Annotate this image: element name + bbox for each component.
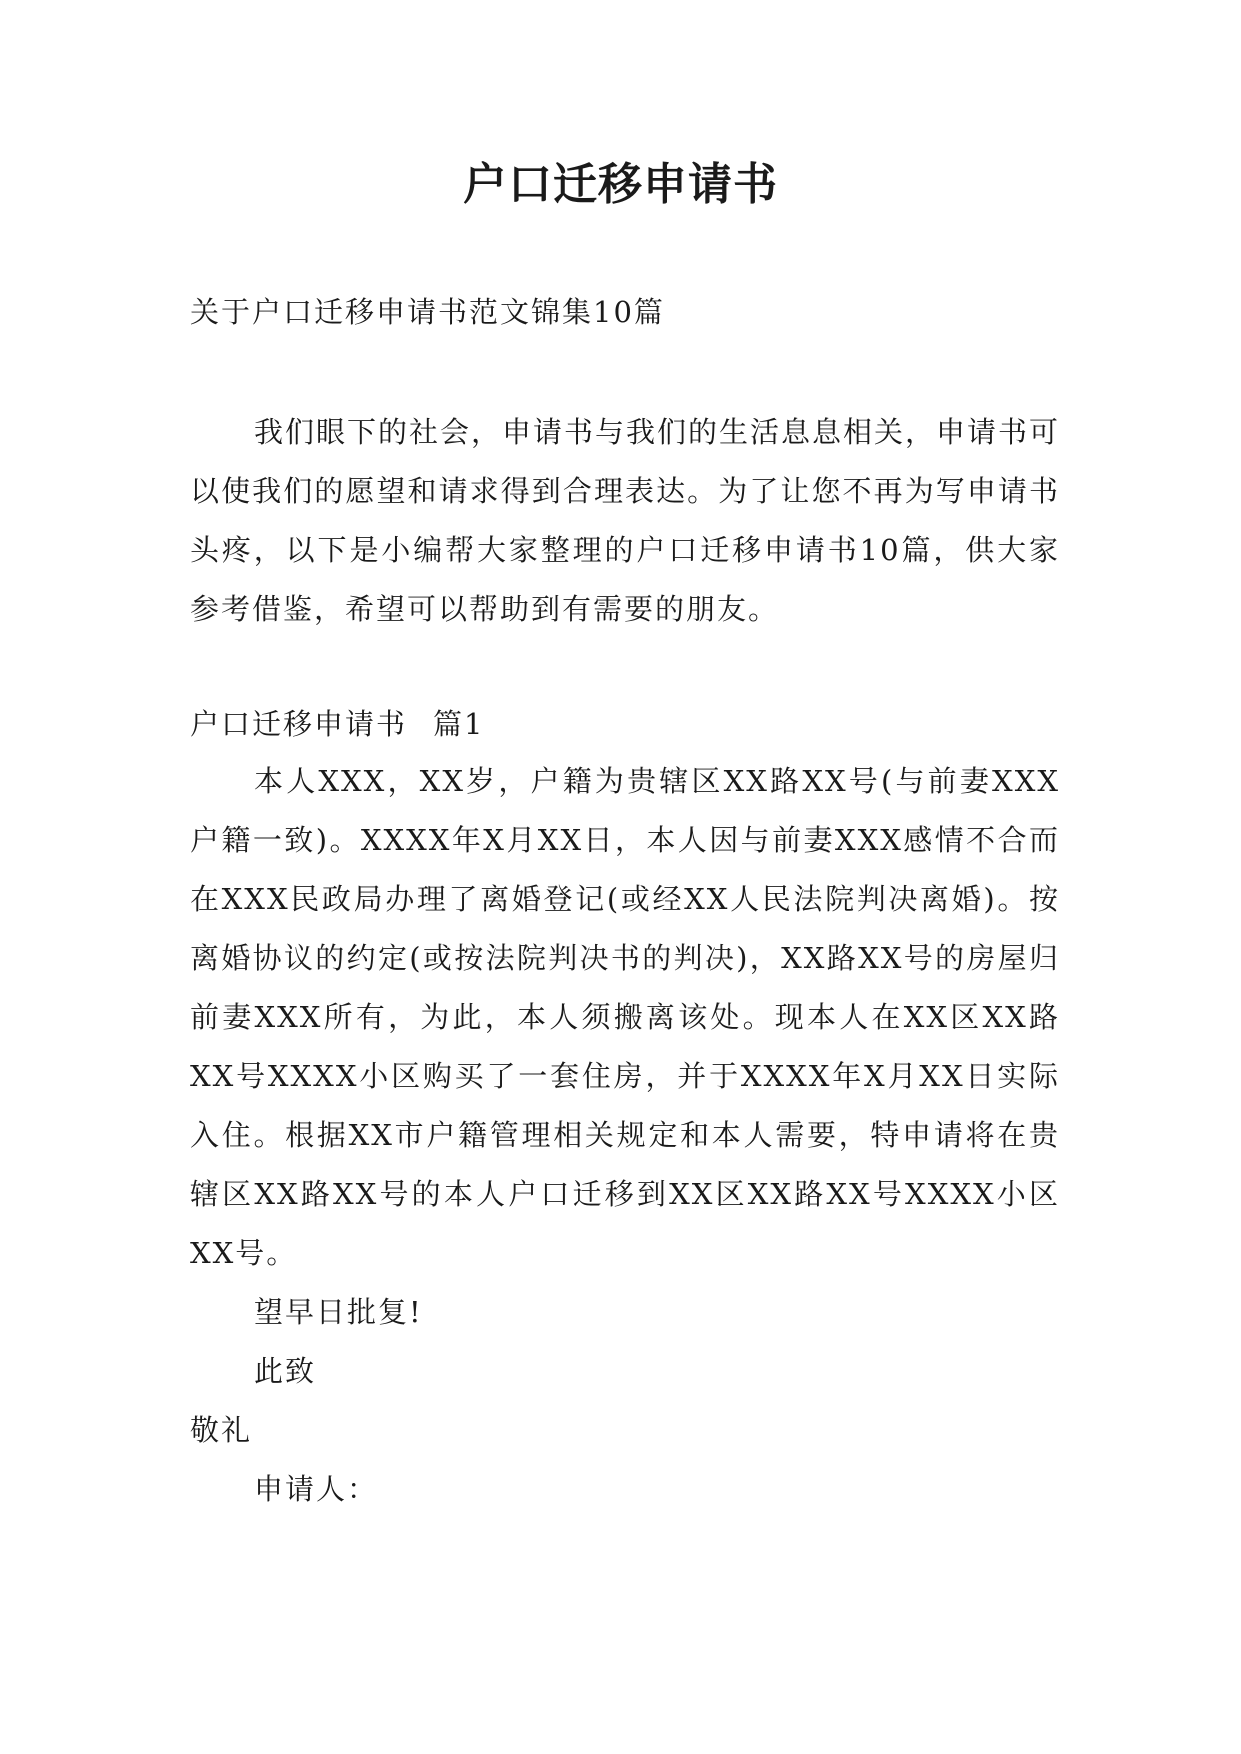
document-title: 户口迁移申请书 (463, 159, 778, 210)
applicant-label: 申请人： (254, 1472, 379, 1506)
section-heading-number: 篇1 (433, 707, 485, 741)
document-subtitle: 关于户口迁移申请书范文锦集10篇 (190, 295, 665, 329)
letter-block (190, 752, 1060, 1519)
closing-respect: 敬礼 (190, 1413, 253, 1447)
letter-body-paragraph: 本人XXX，XX岁，户籍为贵辖区XX路XX号(与前妻XXX户籍一致)。XXXX年X月XX日，本人因与前妻XXX感情不合而在XXX民政局办理了离婚登记(或经XX人民法院判决离婚)。按离婚协议的约定(或按法院判决书的判决)，XX路XX号的房屋归前妻XXX所有，为此，本人须搬离该处。现本人在XX区XX路XX号XXXX小区购买了一套住房，并于XXXX年X月XX日实际入住。根据XX市户籍管理相关规定和本人需要，特申请将在贵辖区XX路XX号的本人户口迁移到XX区XX路XX号XXXX小区XX号。 (190, 764, 1060, 1270)
closing-request: 望早日批复! (254, 1295, 423, 1329)
section-heading-main: 户口迁移申请书 (190, 707, 408, 741)
intro-block (190, 403, 1060, 639)
section-heading (190, 704, 484, 744)
closing-salute: 此致 (254, 1354, 317, 1388)
intro-paragraph: 我们眼下的社会，申请书与我们的生活息息相关，申请书可以使我们的愿望和请求得到合理表达。为了让您不再为写申请书头疼，以下是小编帮大家整理的户口迁移申请书10篇，供大家参考借鉴，希望可以帮助到有需要的朋友。 (190, 415, 1061, 626)
